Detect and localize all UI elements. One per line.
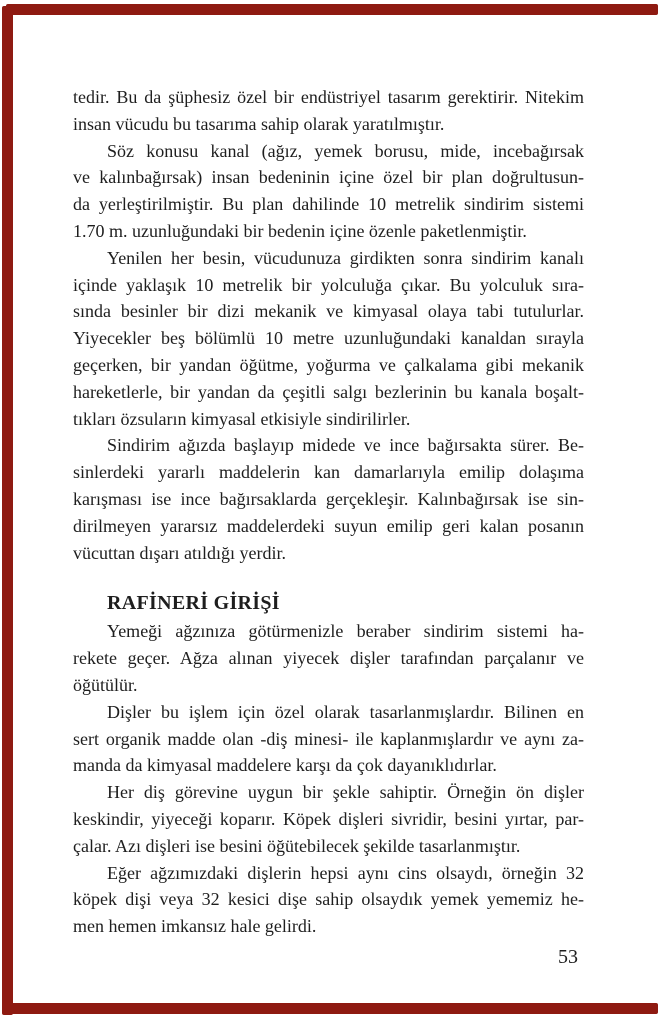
text-line: men hemen imkansız hale gelirdi. xyxy=(73,916,317,937)
paragraph xyxy=(73,432,584,566)
paragraph xyxy=(73,779,584,859)
text-line: rekete geçer. Ağza alınan yiyecek dişler tarafından parçalanır ve xyxy=(73,648,584,669)
text-line: sında besinler bir dizi mekanik ve kimyasal olaya tabi tutulurlar. xyxy=(73,301,584,322)
text-line: geçerken, bir yandan öğütme, yoğurma ve çalkalama gibi mekanik xyxy=(73,354,584,375)
text-line: hareketlerle, bir yandan da çeşitli salgı bezlerinin bu kanala boşalt- xyxy=(73,381,584,402)
text-line: keskindir, yiyeceği koparır. Köpek dişleri sivridir, besini yırtar, par- xyxy=(73,808,584,829)
text-line: öğütülür. xyxy=(73,674,138,695)
text-line: dirilmeyen yararsız maddelerdeki suyun emilip geri kalan posanın xyxy=(73,515,584,536)
paragraph xyxy=(73,138,584,245)
text-line: Eğer ağzımızdaki dişlerin hepsi aynı cins olsaydı, örneğin 32 xyxy=(107,862,584,883)
text-line: tıkları özsuların kimyasal etkisiyle sindirilirler. xyxy=(73,408,411,429)
text-line: ve kalınbağırsak) insan bedeninin içine özel bir plan doğrultusun- xyxy=(73,167,584,188)
text-line: Sindirim ağızda başlayıp midede ve ince bağırsakta sürer. Be- xyxy=(107,435,584,456)
text-column xyxy=(73,84,584,940)
text-line: köpek dişi veya 32 kesici dişe sahip olsaydık yemek yememiz he- xyxy=(73,889,584,910)
paragraph xyxy=(73,860,584,940)
text-line: çalar. Azı dişleri ise besini öğütebilecek şekilde tasarlanmıştır. xyxy=(73,835,521,856)
paragraph xyxy=(73,618,584,698)
text-line: Yenilen her besin, vücudunuza girdikten sonra sindirim kanalı xyxy=(107,247,584,268)
paragraph xyxy=(73,84,584,138)
text-line: da yerleştirilmiştir. Bu plan dahilinde 10 metrelik sindirim sistemi xyxy=(73,194,584,215)
section-heading: RAFİNERİ GİRİŞİ xyxy=(107,592,280,615)
text-line: Yiyecekler beş bölümlü 10 metre uzunluğundaki kanaldan sırayla xyxy=(73,328,584,349)
scan-edge-mark-bottom xyxy=(6,1003,658,1014)
scan-edge-mark-left xyxy=(2,6,13,1015)
text-line: Dişler bu işlem için özel olarak tasarlanmışlardır. Bilinen en xyxy=(107,701,584,722)
text-line: sert organik madde olan -diş minesi- ile kaplanmışlardır ve aynı za- xyxy=(73,728,584,749)
text-line: insan vücudu bu tasarıma sahip olarak yaratılmıştır. xyxy=(73,113,445,134)
text-line: sinlerdeki yararlı maddelerin kan damarlarıyla emilip dolaşıma xyxy=(73,462,584,483)
scan-edge-mark-top xyxy=(6,4,658,15)
text-line: karışması ise ince bağırsaklarda gerçekleşir. Kalınbağırsak ise sin- xyxy=(73,488,584,509)
text-line: 1.70 m. uzunluğundaki bir bedenin içine özenle paketlenmiştir. xyxy=(73,220,527,241)
paragraph xyxy=(73,245,584,433)
text-line: Yemeği ağzınıza götürmenizle beraber sindirim sistemi ha- xyxy=(107,621,584,642)
text-line: Her diş görevine uygun bir şekle sahiptir. Örneğin ön dişler xyxy=(107,782,584,803)
text-line: Söz konusu kanal (ağız, yemek borusu, mide, incebağırsak xyxy=(107,140,584,161)
text-line: manda da kimyasal maddelere karşı da çok dayanıklıdırlar. xyxy=(73,755,497,776)
text-line: vücuttan dışarı atıldığı yerdir. xyxy=(73,542,286,563)
text-line: tedir. Bu da şüphesiz özel bir endüstriyel tasarım gerektirir. Nitekim xyxy=(73,87,584,107)
text-line: içinde yaklaşık 10 metrelik bir yolculuğa çıkar. Bu yolculuk sıra- xyxy=(73,274,584,295)
page-number: 53 xyxy=(558,946,578,968)
paragraph xyxy=(73,699,584,779)
